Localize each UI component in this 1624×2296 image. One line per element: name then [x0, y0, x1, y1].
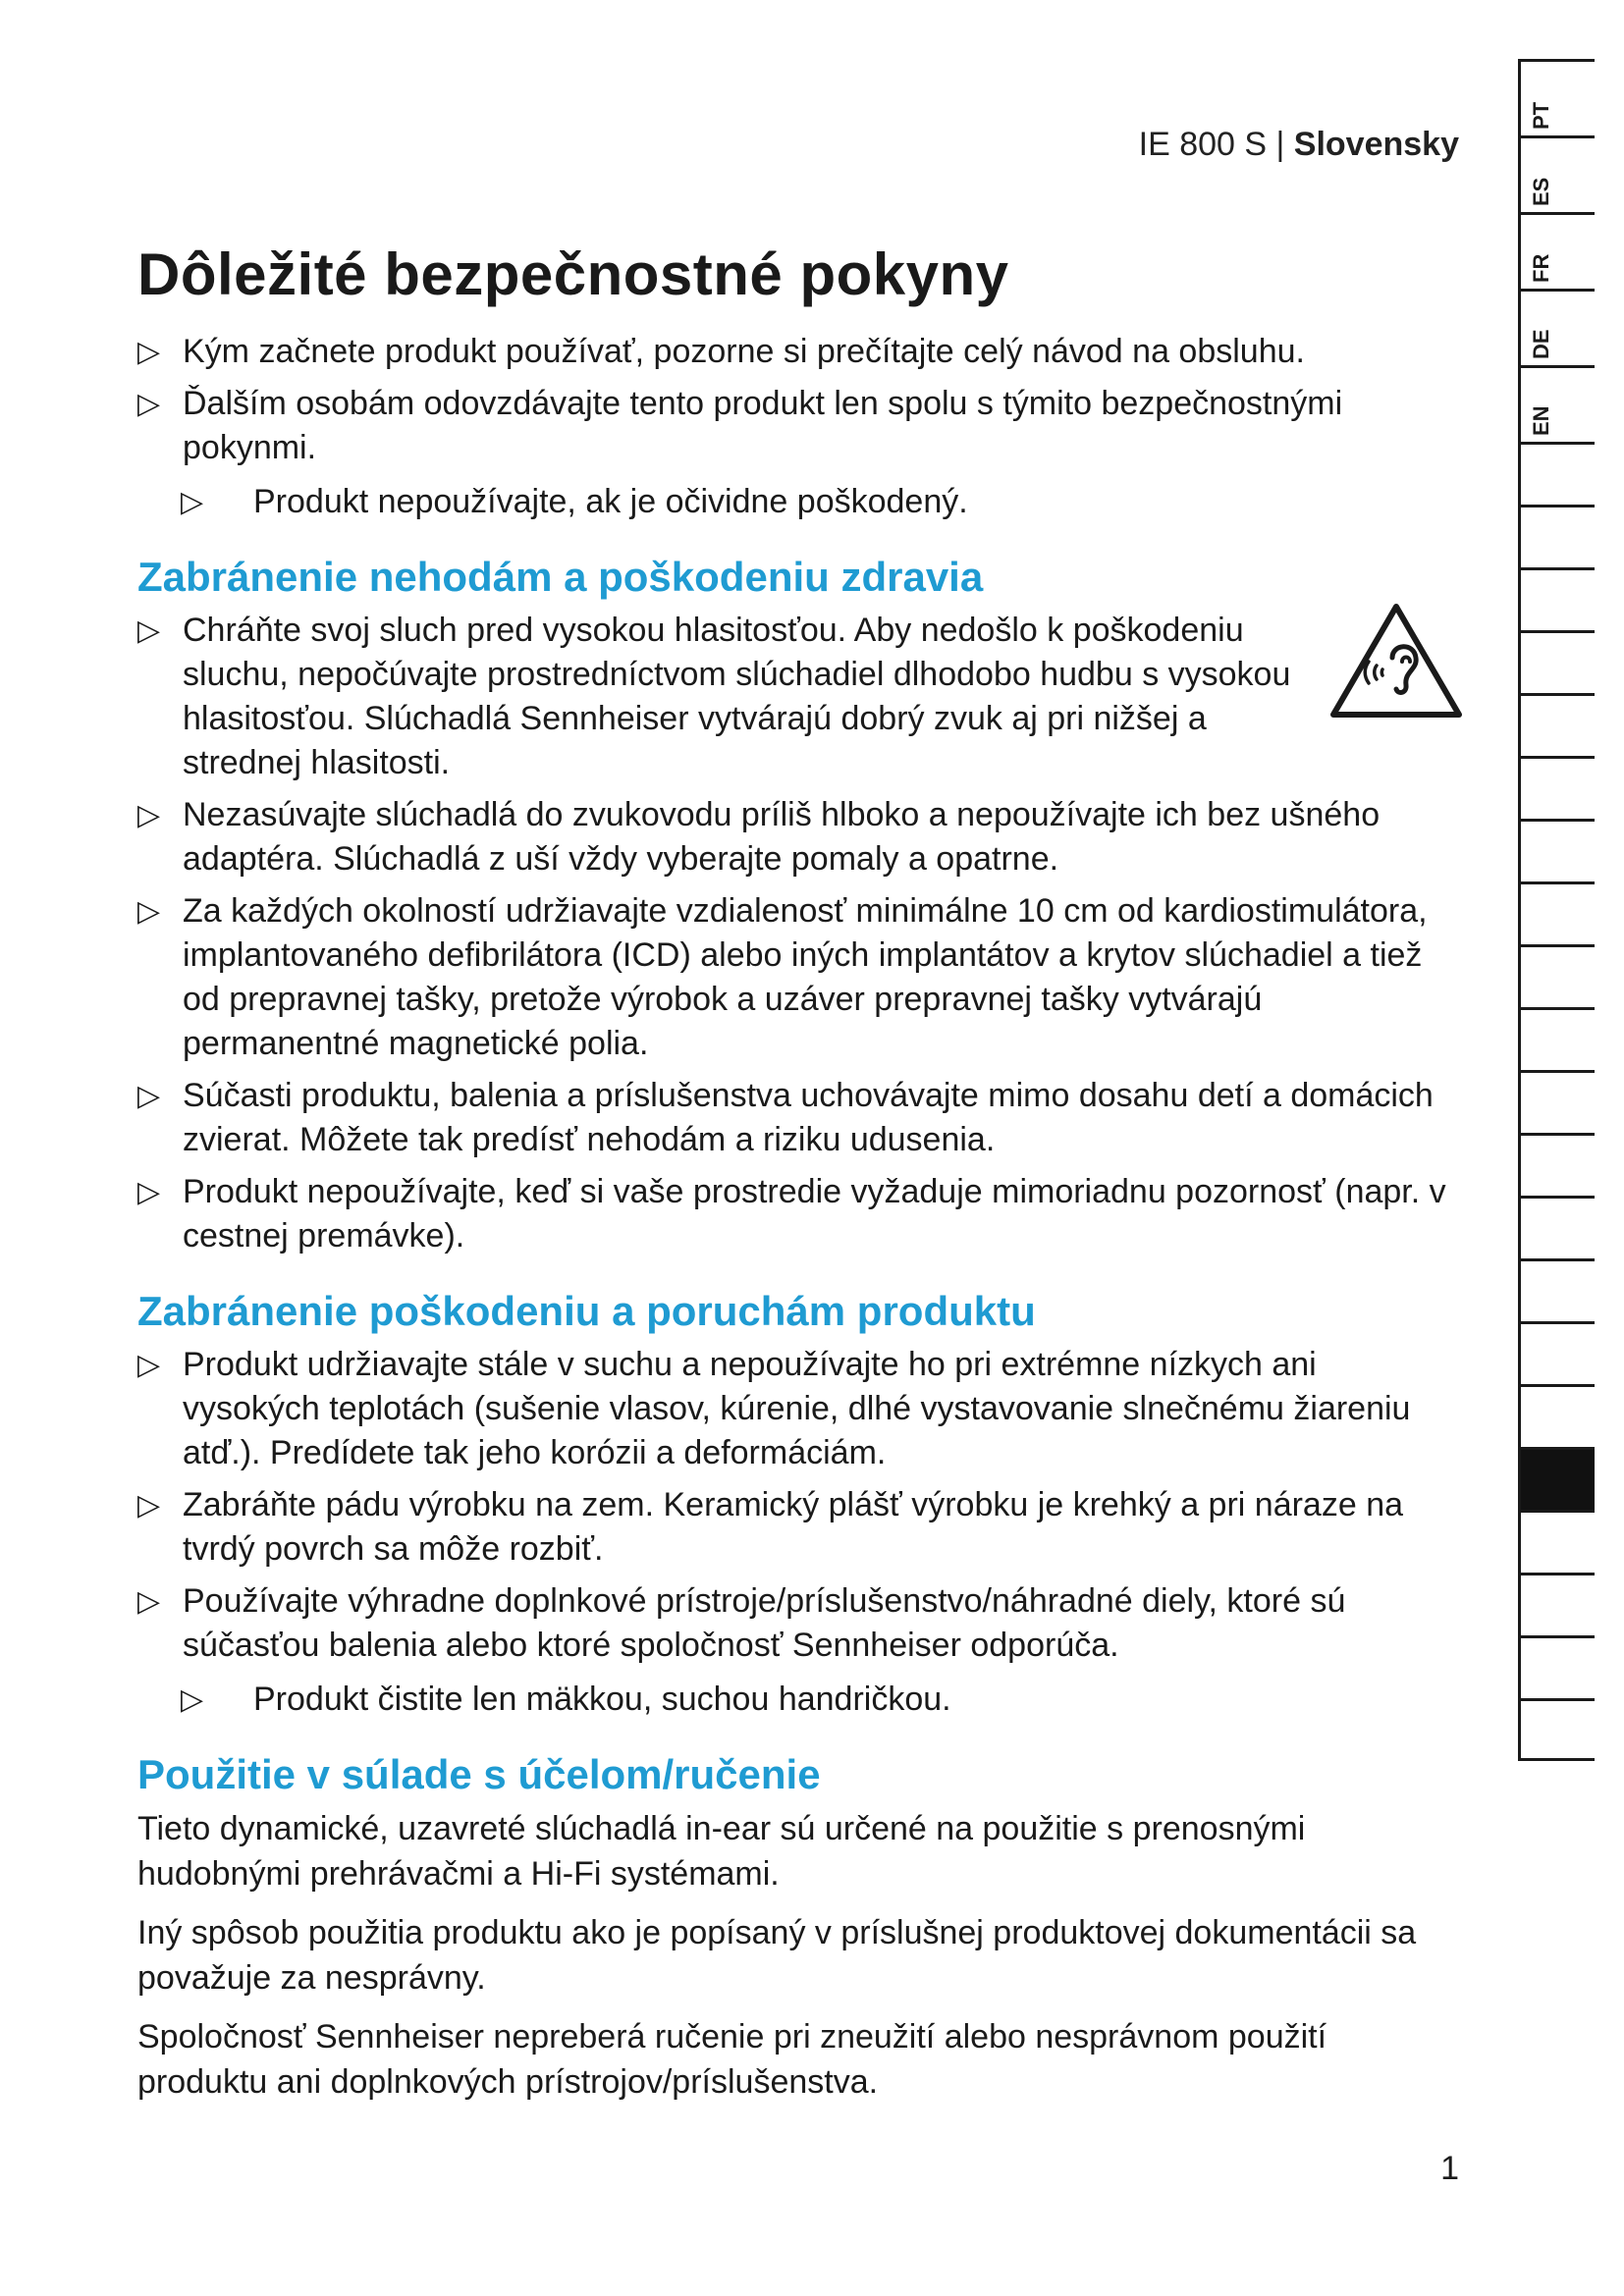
tab-blank [1518, 1510, 1595, 1573]
list-item: ▷ Nezasúvajte slúchadlá do zvukovodu príliš hlboko a nepoužívajte ich bez ušného adaptéra. Slúchadlá z uší vždy vyberajte pomaly a opatrne. [137, 793, 1453, 881]
damage-list [137, 1343, 1453, 1722]
list-item: ▷ Súčasti produktu, balenia a príslušenstva uchovávajte mimo dosahu detí a domácich zvierat. Môžete tak predísť nehodám a riziku udusenia. [137, 1074, 1453, 1162]
list-item: ▷ Používajte výhradne doplnkové prístroje/príslušenstvo/náhradné diely, ktoré sú súčasťou balenia alebo ktoré spoločnosť Sennheiser odporúča. [137, 1579, 1453, 1668]
triangle-right-icon: ▷ [137, 799, 161, 831]
list-item: ▷ Kým začnete produkt používať, pozorne si prečítajte celý návod na obsluhu. [137, 330, 1453, 374]
safety-list [137, 609, 1453, 1258]
language-tabs [1518, 59, 1595, 1761]
page-title: Dôležité bezpečnostné pokyny [137, 241, 1009, 307]
triangle-right-icon: ▷ [137, 1489, 161, 1522]
paragraph: Spoločnosť Sennheiser nepreberá ručenie pri zneužití alebo nesprávnom použití produktu ani doplnkových prístrojov/príslušenstva. [137, 2018, 1327, 2101]
hearing-warning-icon [1327, 601, 1465, 721]
header-separator: | [1267, 126, 1294, 163]
tab-blank [1518, 1321, 1595, 1384]
page-header [1139, 126, 1459, 164]
intro-list [137, 330, 1453, 524]
tab-blank [1518, 819, 1595, 881]
section-heading: Zabránenie nehodám a poškodeniu zdravia [137, 554, 984, 600]
triangle-right-icon: ▷ [137, 1585, 161, 1618]
list-item: ▷ Chráňte svoj sluch pred vysokou hlasitosťou. Aby nedošlo k poškodeniu sluchu, nepočúvajte prostredníctvom slúchadiel dlhodobo hudbu s vysokou hlasitosťou. Slúchadlá Sennheiser vytvárajú dobrý zvuk aj pri nižšej a strednej hlasitosti. [137, 609, 1453, 785]
tab-blank [1518, 1070, 1595, 1133]
list-item: ▷ Produkt nepoužívajte, keď si vaše prostredie vyžaduje mimoriadnu pozornosť (napr. v cestnej premávke). [137, 1170, 1453, 1258]
triangle-right-icon: ▷ [137, 388, 161, 420]
tab-blank [1518, 693, 1595, 756]
tab-blank [1518, 1635, 1595, 1698]
triangle-right-icon: ▷ [181, 486, 204, 518]
tab-blank [1518, 1133, 1595, 1196]
list-item: ▷ Produkt čistite len mäkkou, suchou handričkou. [137, 1678, 1453, 1722]
product-model: IE 800 S [1138, 126, 1268, 163]
triangle-right-icon: ▷ [137, 1080, 161, 1112]
tab-blank [1518, 756, 1595, 819]
main-content [137, 240, 1453, 2118]
list-item: ▷ Produkt nepoužívajte, ak je očividne poškodený. [137, 480, 1453, 524]
tab-en: EN [1518, 365, 1595, 442]
header-language: Slovensky [1293, 126, 1459, 163]
triangle-right-icon: ▷ [137, 1349, 161, 1381]
tab-blank [1518, 944, 1595, 1007]
tab-pt: PT [1518, 59, 1595, 135]
list-item: ▷ Zabráňte pádu výrobku na zem. Keramický plášť výrobku je krehký a pri náraze na tvrdý povrch sa môže rozbiť. [137, 1483, 1453, 1572]
tab-blank [1518, 1258, 1595, 1321]
paragraph: Iný spôsob použitia produktu ako je popísaný v príslušnej produktovej dokumentácii sa považuje za nesprávny. [137, 1914, 1417, 1997]
paragraph: Tieto dynamické, uzavreté slúchadlá in-ear sú určené na použitie s prenosnými hudobnými prehrávačmi a Hi-Fi systémami. [137, 1810, 1306, 1893]
tab-blank [1518, 1384, 1595, 1447]
tab-blank [1518, 1007, 1595, 1070]
list-item: ▷ Za každých okolností udržiavajte vzdialenosť minimálne 10 cm od kardiostimulátora, implantovaného defibrilátora (ICD) alebo iných implantátov a krytov slúchadiel a tiež od prepravnej tašky, pretože výrobok a uzáver prepravnej tašky vytvárajú permanentné magnetické polia. [137, 889, 1453, 1066]
triangle-right-icon: ▷ [181, 1683, 204, 1716]
tab-blank [1518, 630, 1595, 693]
triangle-right-icon: ▷ [137, 895, 161, 928]
tab-de: DE [1518, 289, 1595, 365]
list-item: ▷ Produkt udržiavajte stále v suchu a nepoužívajte ho pri extrémne nízkych ani vysokých teplotách (sušenie vlasov, kúrenie, dlhé vystavovanie slnečnému žiareniu atď.). Predídete tak jeho korózii a deformáciám. [137, 1343, 1453, 1475]
tab-es: ES [1518, 135, 1595, 212]
triangle-right-icon: ▷ [137, 614, 161, 647]
tab-blank [1518, 567, 1595, 630]
tab-blank [1518, 1196, 1595, 1258]
triangle-right-icon: ▷ [137, 336, 161, 368]
list-item: ▷ Ďalším osobám odovzdávajte tento produkt len spolu s týmito bezpečnostnými pokynmi. [137, 382, 1453, 470]
tab-blank [1518, 505, 1595, 567]
tab-blank [1518, 1698, 1595, 1761]
tab-fr: FR [1518, 212, 1595, 289]
tab-blank [1518, 442, 1595, 505]
page-number: 1 [1440, 2150, 1459, 2187]
section-heading: Použitie v súlade s účelom/ručenie [137, 1751, 821, 1797]
tab-blank [1518, 881, 1595, 944]
tab-blank [1518, 1573, 1595, 1635]
section-heading: Zabránenie poškodeniu a poruchám produktu [137, 1288, 1036, 1334]
tab-active-slovensky [1518, 1447, 1595, 1510]
triangle-right-icon: ▷ [137, 1176, 161, 1208]
